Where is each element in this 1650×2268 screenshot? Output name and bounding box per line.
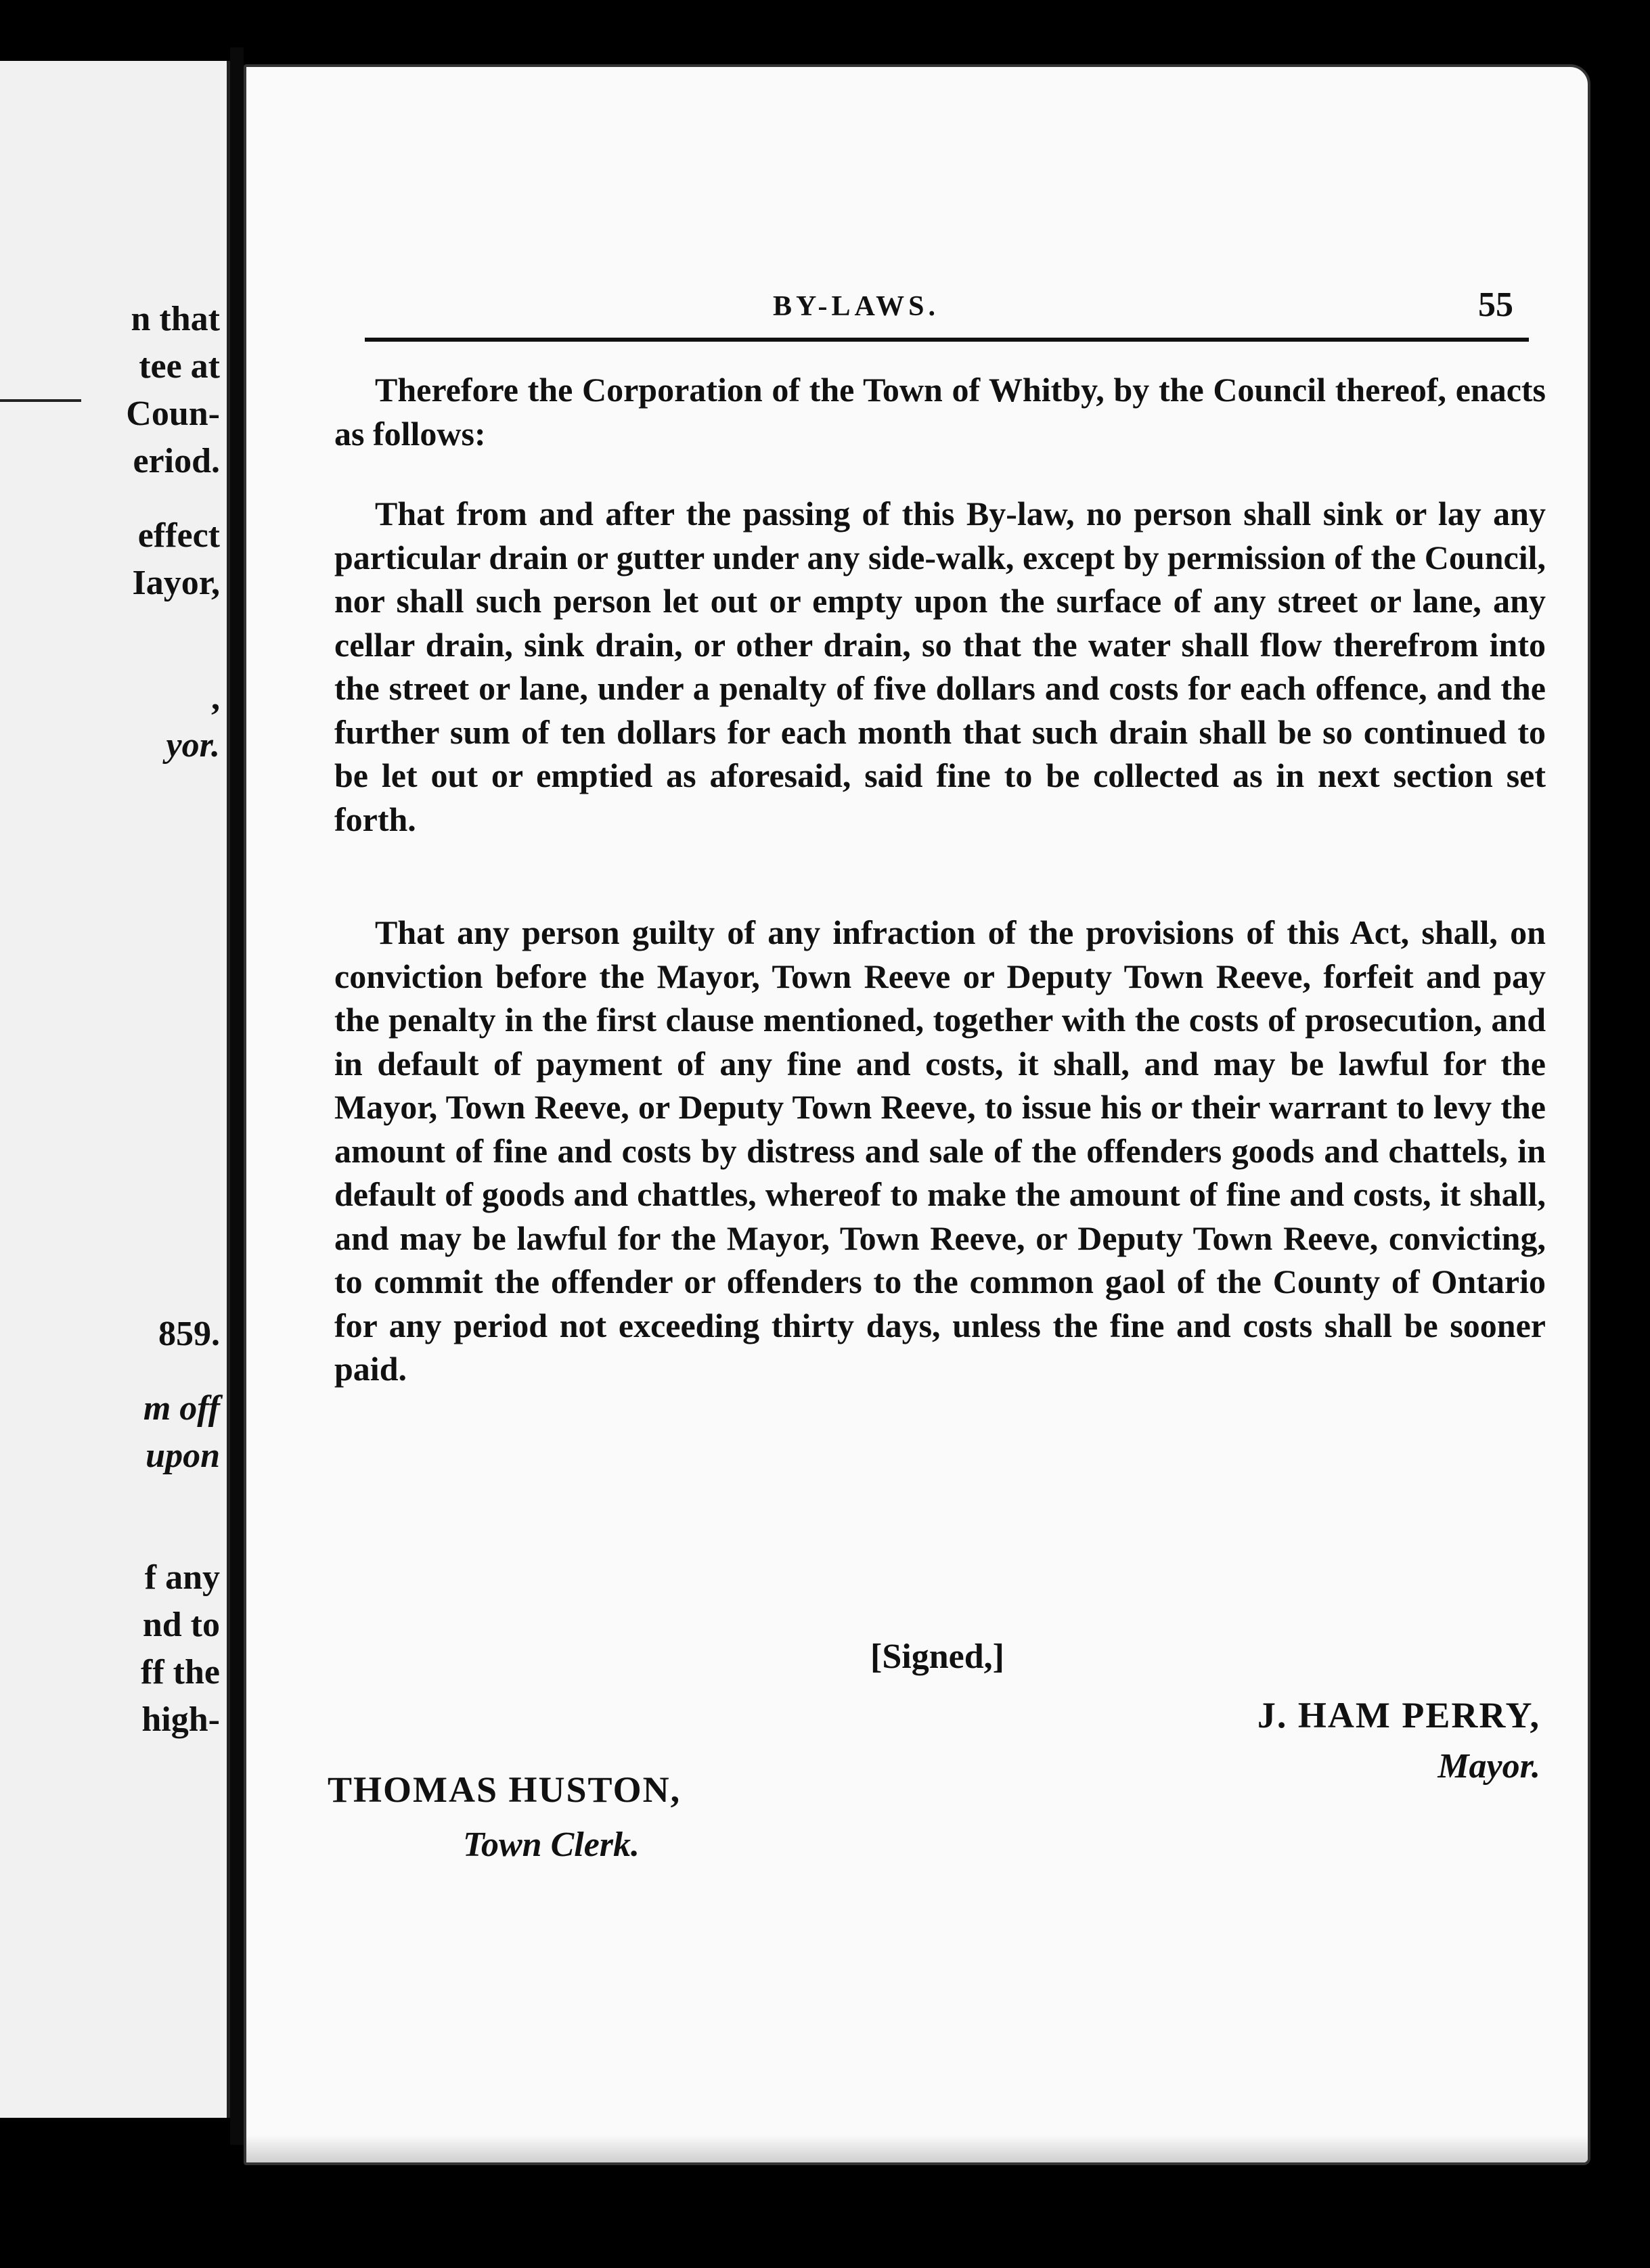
left-page-fragment	[0, 61, 231, 2118]
clerk-name: THOMAS HUSTON,	[328, 1769, 682, 1810]
book-gutter	[230, 47, 244, 2145]
page-edge	[246, 2135, 1588, 2162]
left-page-line: effect	[137, 516, 220, 555]
clerk-title: Town Clerk.	[463, 1825, 640, 1864]
left-page-line: f any	[144, 1558, 220, 1597]
header-rule	[365, 338, 1529, 342]
drain-section	[334, 492, 1546, 841]
mayor-name: J. HAM PERRY,	[1257, 1695, 1540, 1736]
penalty-section	[334, 911, 1546, 1391]
left-page-line: ,	[211, 679, 220, 717]
signed-label: [Signed,]	[870, 1637, 1004, 1676]
left-page-line: 859.	[158, 1315, 220, 1353]
left-page-line: tee at	[139, 347, 220, 386]
intro-paragraph	[334, 368, 1546, 455]
left-page-line: upon	[146, 1436, 220, 1475]
left-page-line: yor.	[166, 726, 220, 765]
left-page-line: n that	[131, 300, 220, 338]
left-page-line: m off	[143, 1389, 220, 1428]
left-page-line: Iayor,	[132, 564, 220, 602]
mayor-title: Mayor.	[1437, 1747, 1540, 1786]
page-number: 55	[1478, 286, 1513, 324]
paragraph-penalty: That any person guilty of any infraction of the provisions of this Act, shall, on conviction before the Mayor, Town Reeve or Deputy Town Reeve, forfeit and pay the penalty in the first clause mentioned, together with the costs of prosecution, and in default of payment of any fine and costs, it shall, and may be lawful for the Mayor, Town Reeve, or Deputy Town Reeve, to issue his or their warrant to levy the amount of fine and costs by distress and sale of the offenders goods and chattels, in default of goods and chattles, whereof to make the amount of fine and costs, it shall, and may be lawful for the Mayor, Town Reeve, or Deputy Town Reeve, convicting, to commit the offender or offenders to the common gaol of the County of Ontario for any period not exceeding thirty days, unless the fine and costs shall be sooner paid.	[334, 913, 1546, 1388]
paragraph-enacting-clause: Therefore the Corporation of the Town of Whitby, by the Council thereof, enacts as follows:	[334, 371, 1546, 453]
left-page-line: Coun-	[126, 394, 220, 433]
left-page-line: ff the	[141, 1653, 220, 1692]
paragraph-drain-prohibition: That from and after the passing of this By-law, no person shall sink or lay any particular drain or gutter under any side-walk, except by permission of the Council, nor shall such person let out or empty upon the surface of any street or lane, any cellar drain, sink drain, or other drain, so that the water shall flow therefrom into the street or lane, under a penalty of five dollars and costs for each offence, and the further sum of ten dollars for each month that such drain shall be so continued to be let out or emptied as aforesaid, said fine to be collected as in next section set forth.	[334, 495, 1546, 838]
left-page-line: eriod.	[133, 442, 220, 480]
left-page-line: nd to	[142, 1606, 220, 1644]
left-page-line: high-	[141, 1700, 220, 1739]
running-head: BY-LAWS.	[772, 291, 940, 322]
right-page	[244, 64, 1590, 2165]
